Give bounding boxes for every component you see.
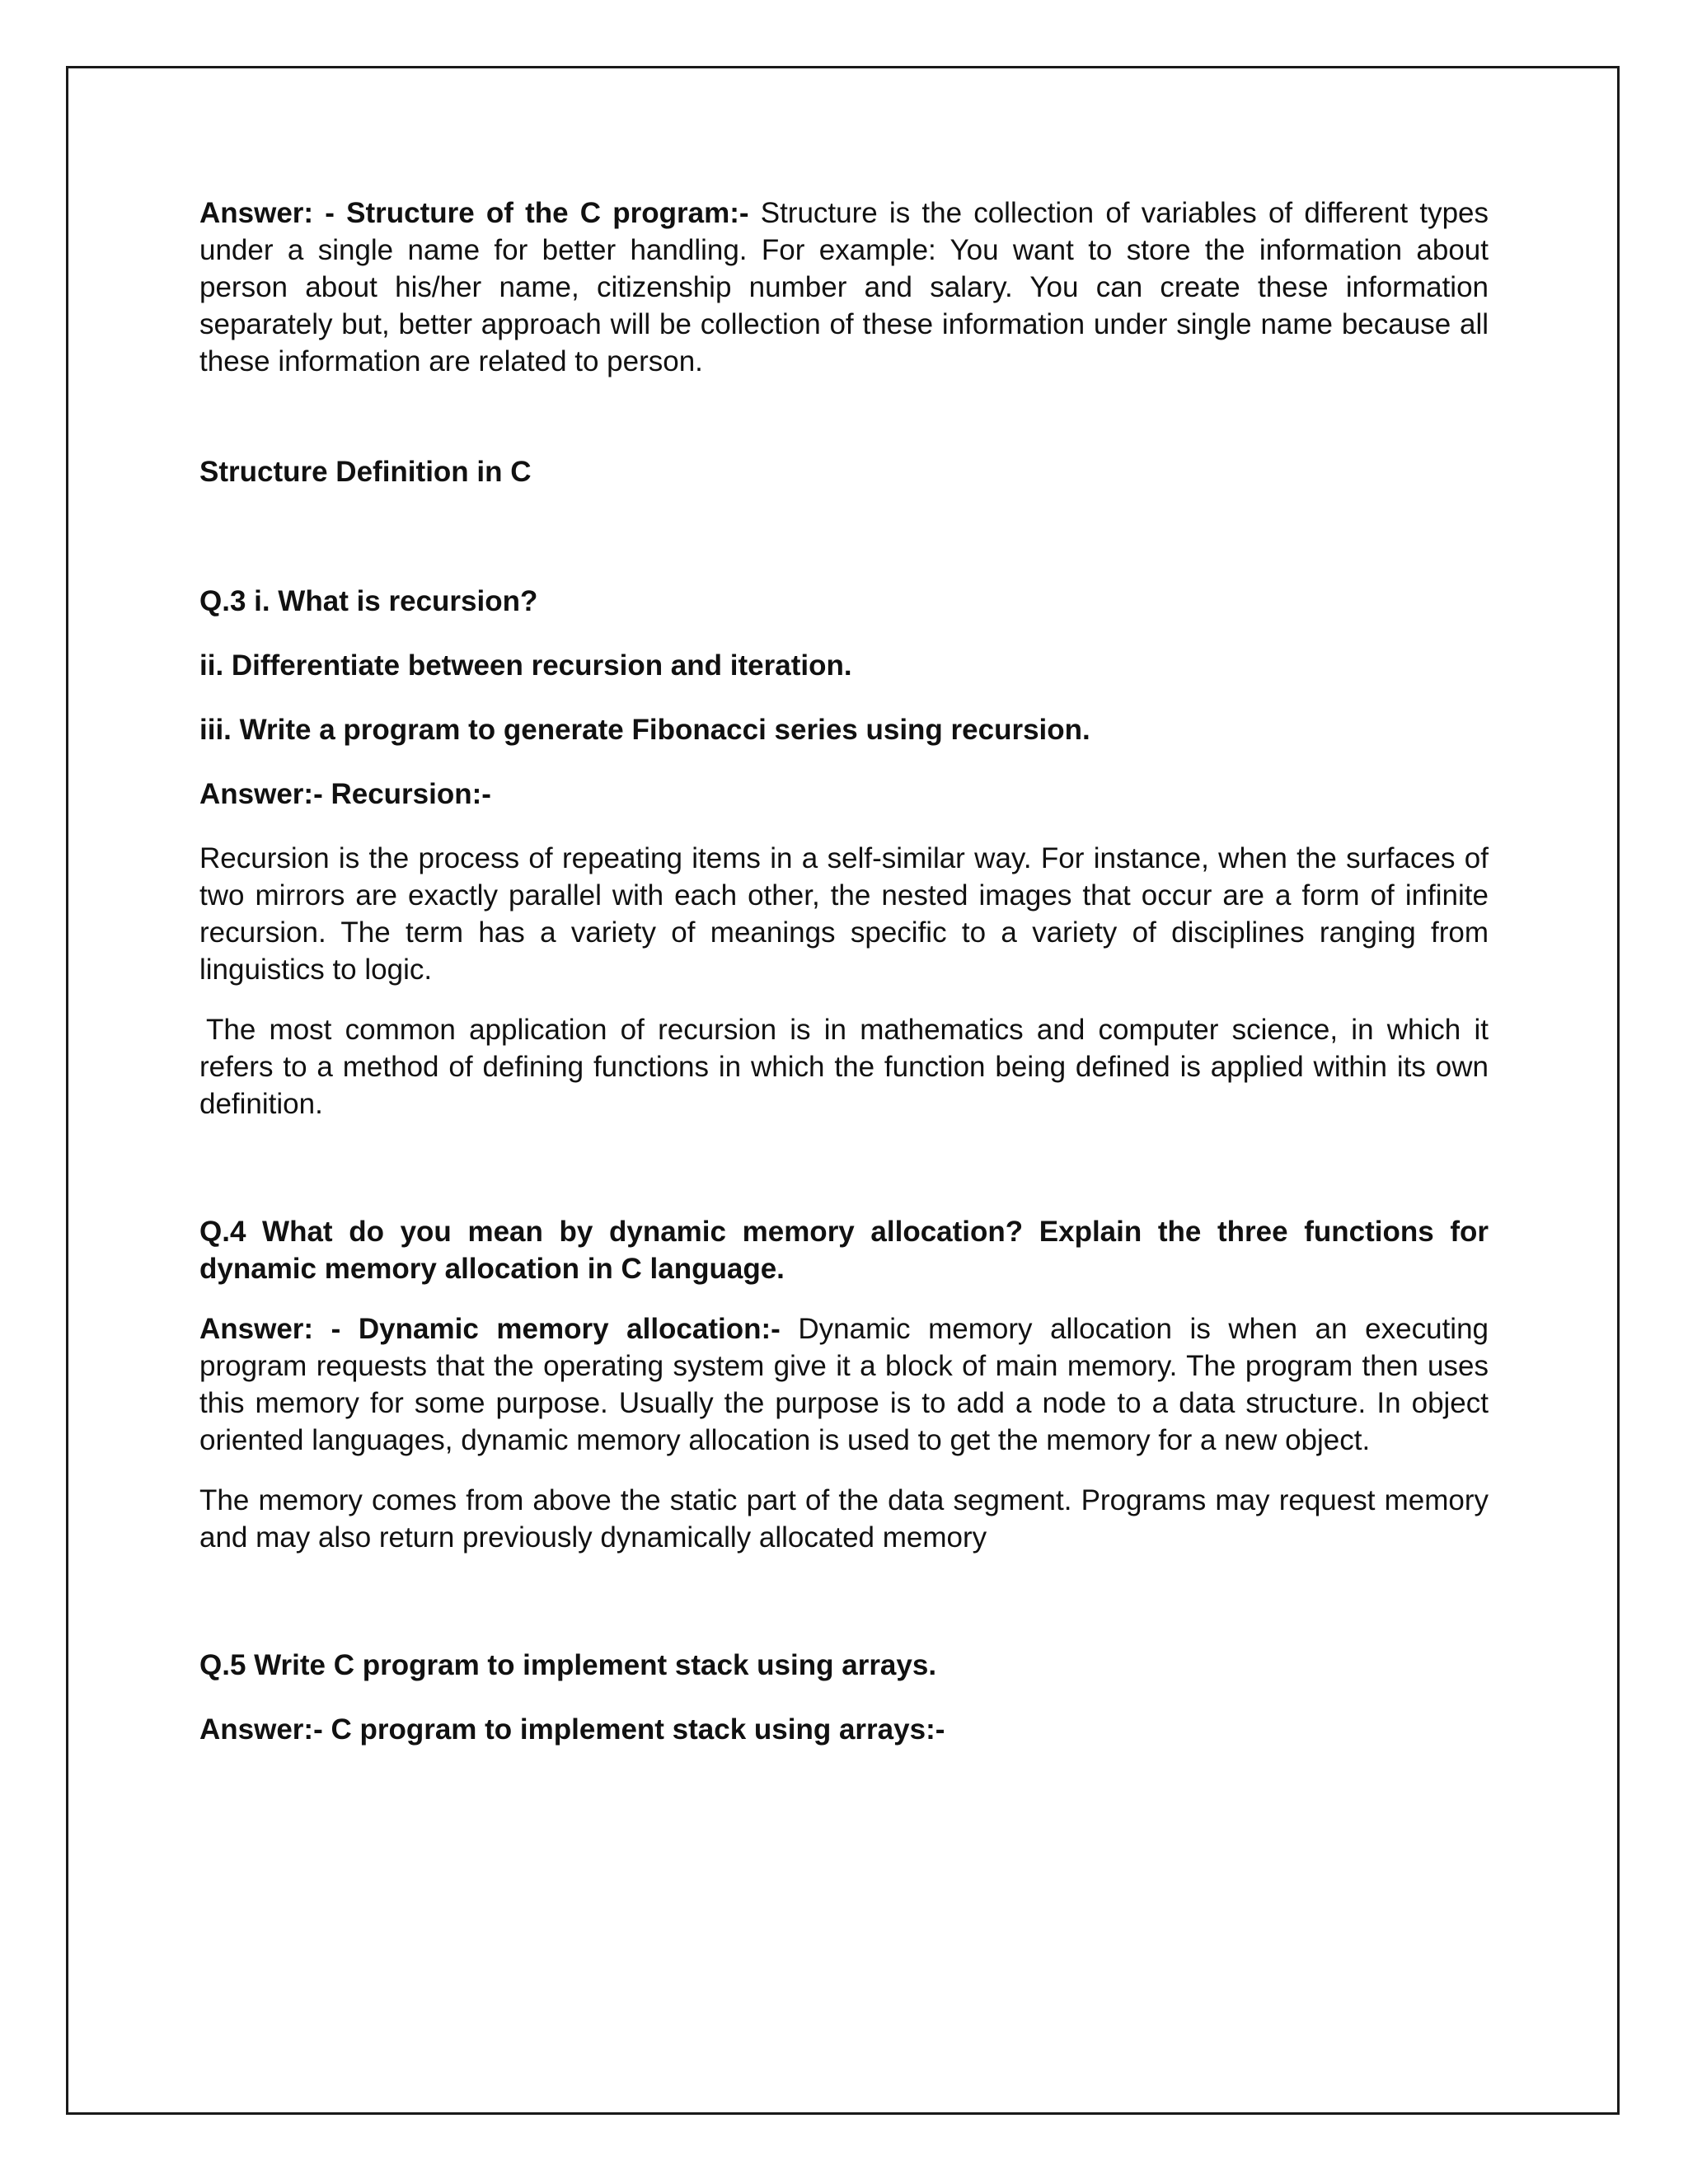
- q3-line1: Q.3 i. What is recursion?: [199, 585, 538, 617]
- answer-prefix: Answer: -: [199, 197, 347, 229]
- q4-question: Q.4 What do you mean by dynamic memory allocation? Explain the three functions for dynamic memory allocation in C language.: [199, 1216, 1489, 1285]
- document-body: [199, 194, 1489, 1748]
- q5-question: Q.5 Write C program to implement stack using arrays.: [199, 1649, 937, 1681]
- structure-answer-text: Structure is the collection of variables of different types under a single name for better handling. For example: You want to store the information about person about his/her name, citizenship number and salary. You can create these information separately but, better approach will be collection of these information under single name because all these information are related to person.: [199, 197, 1489, 377]
- structure-definition-heading: Structure Definition in C: [199, 456, 532, 488]
- q4-paragraph-2: The memory comes from above the static part of the data segment. Programs may request memory and may also return previously dynamically allocated memory: [199, 1484, 1489, 1554]
- q4-answer-text: Dynamic memory allocation is when an executing program requests that the operating system give it a block of main memory. The program then uses this memory for some purpose. Usually the purpose is to add a node to a data structure. In object oriented languages, dynamic memory allocation is used to get the memory for a new object.: [199, 1313, 1489, 1456]
- q3-paragraph-2: The most common application of recursion is in mathematics and computer science, in which it refers to a method of defining functions in which the function being defined is applied within its own definition.: [199, 1014, 1489, 1120]
- structure-title: Structure of the C program:-: [346, 197, 749, 229]
- q4-answer-paragraph: [199, 1310, 1489, 1459]
- q5-answer-heading: Answer:- C program to implement stack using arrays:-: [199, 1713, 945, 1746]
- q3-paragraph-1: Recursion is the process of repeating items in a self-similar way. For instance, when the surfaces of two mirrors are exactly parallel with each other, the nested images that occur are a form of infinite recursion. The term has a variety of meanings specific to a variety of disciplines ranging from linguistics to logic.: [199, 842, 1489, 986]
- q3-answer-heading: Answer:- Recursion:-: [199, 778, 491, 810]
- q3-line2: ii. Differentiate between recursion and iteration.: [199, 649, 852, 682]
- q4-answer-title: Answer: - Dynamic memory allocation:-: [199, 1313, 781, 1345]
- q3-line3: iii. Write a program to generate Fibonacci series using recursion.: [199, 714, 1090, 746]
- structure-answer-paragraph: [199, 194, 1489, 381]
